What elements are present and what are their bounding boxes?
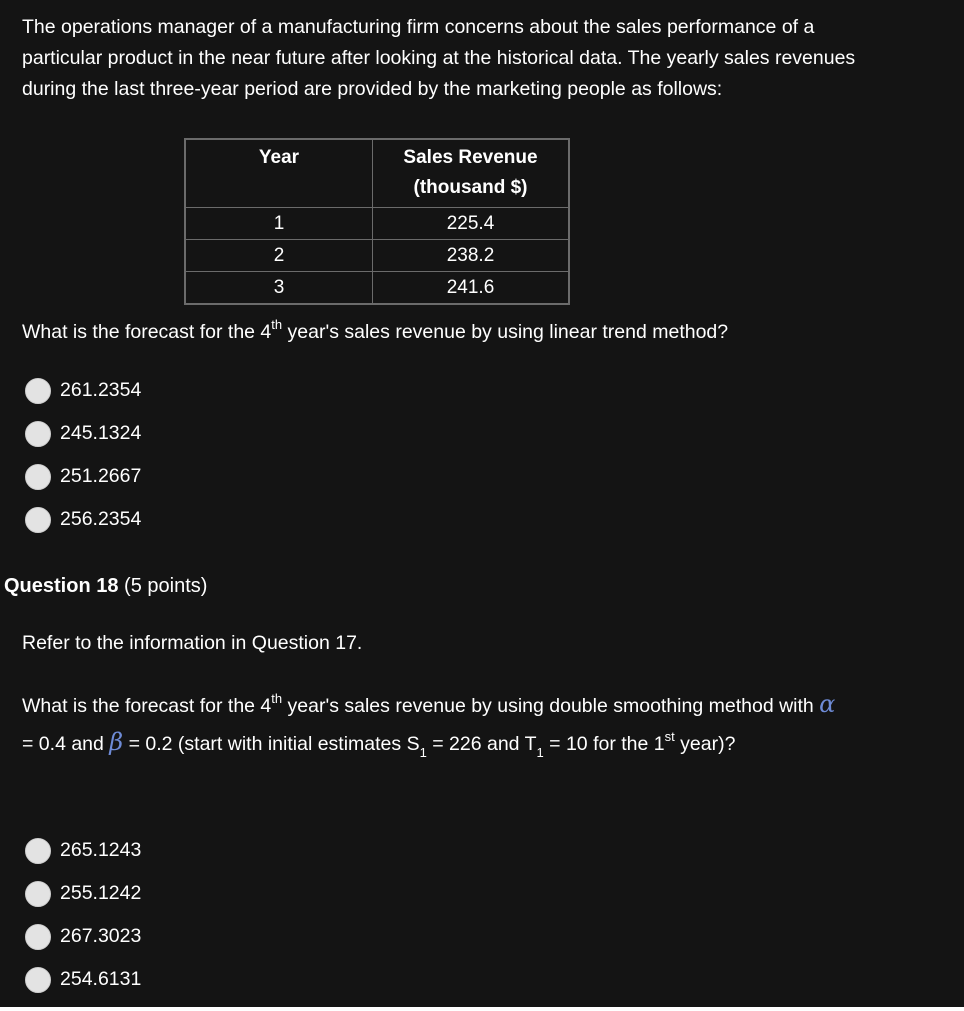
q17-intro-text: The operations manager of a manufacturing firm concerns about the sales performance of a particular product in the near future after looking at the historical data. The yearly sales revenues during the last three-year period are provided by the marketing people as follows: bbox=[22, 16, 856, 100]
q18-option-3[interactable] bbox=[25, 915, 141, 958]
option-label: 261.2354 bbox=[60, 379, 142, 401]
sales-revenue-table bbox=[184, 138, 570, 305]
radio-button[interactable] bbox=[25, 507, 51, 533]
q18-header bbox=[4, 575, 207, 598]
option-label: 254.6131 bbox=[60, 968, 142, 990]
question-points: (5 points) bbox=[124, 575, 208, 597]
option-label: 267.3023 bbox=[60, 925, 142, 947]
table-cell-year: 1 bbox=[185, 208, 373, 240]
radio-button[interactable] bbox=[25, 924, 51, 950]
table-header-row bbox=[185, 139, 569, 208]
table-header-year: Year bbox=[185, 139, 373, 208]
table-cell-revenue: 225.4 bbox=[373, 208, 570, 240]
q17-option-3[interactable] bbox=[25, 455, 141, 498]
table-cell-revenue: 241.6 bbox=[373, 272, 570, 305]
table-cell-year: 2 bbox=[185, 240, 373, 272]
q17-option-1[interactable] bbox=[25, 369, 141, 412]
q18-question-text: What is the forecast for the 4th year's sales revenue by using double smoothing method with α = 0.4 and β = 0.2 (start with initial estimates $S_1 = 226$ and $T_1 = 10$ for the 1st year)? bbox=[22, 690, 836, 760]
option-label: 245.1324 bbox=[60, 422, 142, 444]
option-label: 255.1242 bbox=[60, 882, 142, 904]
option-label: 256.2354 bbox=[60, 508, 142, 530]
q18-option-4[interactable] bbox=[25, 958, 141, 1001]
beta-symbol: β bbox=[109, 728, 124, 756]
table-row bbox=[185, 208, 569, 240]
q17-option-2[interactable] bbox=[25, 412, 141, 455]
q18-option-2[interactable] bbox=[25, 872, 141, 915]
option-label: 251.2667 bbox=[60, 465, 142, 487]
radio-button[interactable] bbox=[25, 378, 51, 404]
q17-options bbox=[25, 369, 141, 541]
table-cell-year: 3 bbox=[185, 272, 373, 305]
radio-button[interactable] bbox=[25, 838, 51, 864]
alpha-symbol: α bbox=[819, 690, 836, 718]
table-cell-revenue: 238.2 bbox=[373, 240, 570, 272]
q18-reference-text: Refer to the information in Question 17. bbox=[22, 632, 363, 654]
q17-option-4[interactable] bbox=[25, 498, 141, 541]
radio-button[interactable] bbox=[25, 967, 51, 993]
question-number: Question 18 bbox=[4, 575, 119, 597]
q17-question-text: What is the forecast for the 4th year's sales revenue by using linear trend method? bbox=[22, 316, 729, 343]
table-header-revenue: Sales Revenue (thousand $) bbox=[373, 139, 570, 208]
radio-button[interactable] bbox=[25, 421, 51, 447]
radio-button[interactable] bbox=[25, 464, 51, 490]
option-label: 265.1243 bbox=[60, 839, 142, 861]
radio-button[interactable] bbox=[25, 881, 51, 907]
table-row bbox=[185, 272, 569, 305]
table-row bbox=[185, 240, 569, 272]
q18-options bbox=[25, 829, 141, 1001]
q18-option-1[interactable] bbox=[25, 829, 141, 872]
